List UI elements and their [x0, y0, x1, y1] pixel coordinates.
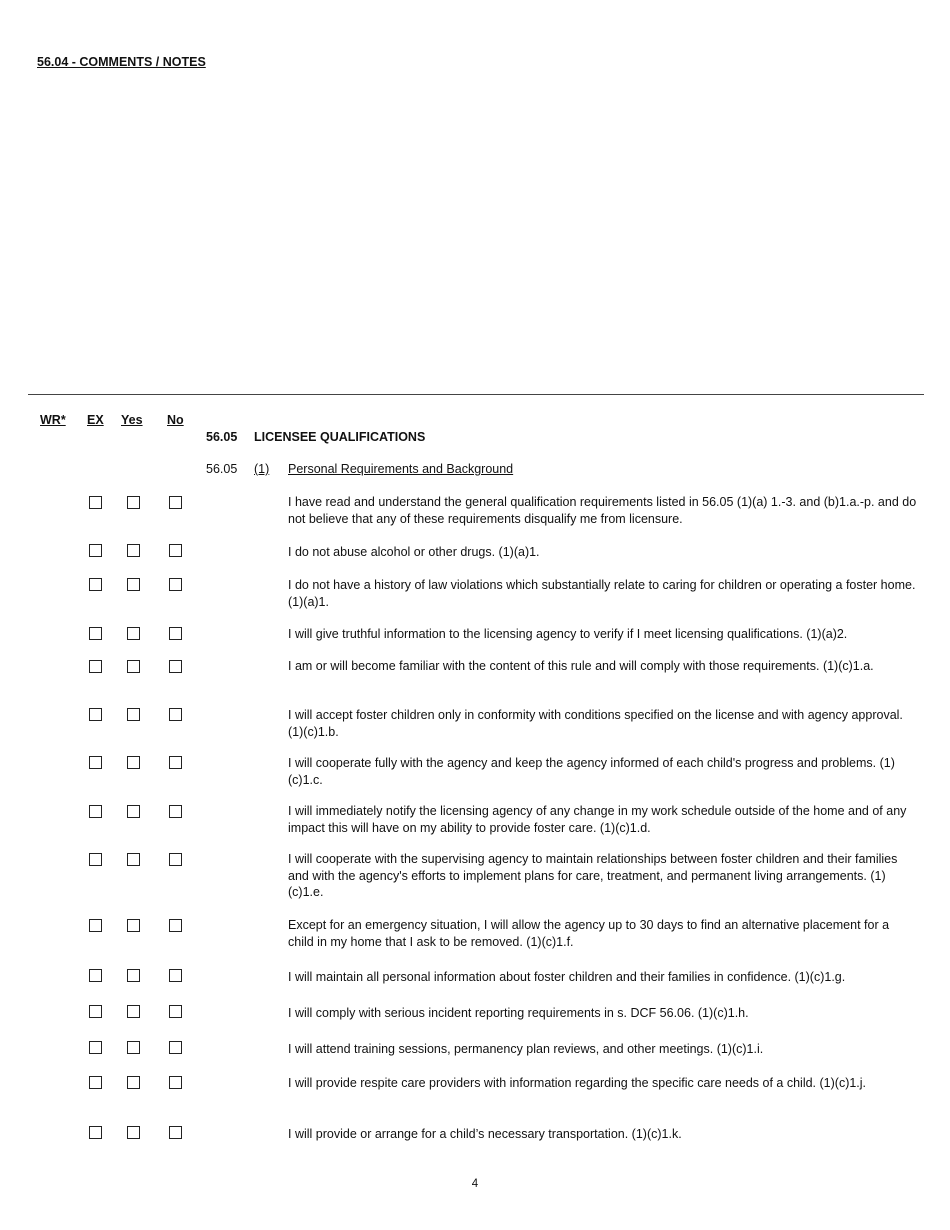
no-checkbox[interactable]: [169, 1126, 182, 1139]
ex-checkbox[interactable]: [89, 578, 102, 591]
subsection-paren: (1): [254, 462, 270, 476]
ex-checkbox[interactable]: [89, 544, 102, 557]
item-text: I will cooperate fully with the agency and keep the agency informed of each child's progress and problems. (1)(c)1.c.: [288, 756, 895, 787]
yes-checkbox[interactable]: [127, 496, 140, 509]
ex-checkbox[interactable]: [89, 1041, 102, 1054]
yes-checkbox[interactable]: [127, 1005, 140, 1018]
divider-line: [28, 394, 924, 395]
ex-checkbox[interactable]: [89, 708, 102, 721]
yes-checkbox[interactable]: [127, 805, 140, 818]
ex-checkbox[interactable]: [89, 805, 102, 818]
ex-checkbox[interactable]: [89, 853, 102, 866]
no-checkbox[interactable]: [169, 496, 182, 509]
yes-checkbox[interactable]: [127, 919, 140, 932]
page-number: 4: [471, 1178, 479, 1190]
item-text: I will maintain all personal information about foster children and their families in confidence. (1)(c)1.g.: [288, 970, 846, 984]
ex-checkbox[interactable]: [89, 919, 102, 932]
section-title: LICENSEE QUALIFICATIONS: [254, 430, 426, 444]
item-text: I will accept foster children only in conformity with conditions specified on the license and with agency approval. (1)(c)1.b.: [288, 708, 903, 739]
no-checkbox[interactable]: [169, 708, 182, 721]
item-text: I do not abuse alcohol or other drugs. (1)(a)1.: [288, 545, 540, 559]
no-checkbox[interactable]: [169, 805, 182, 818]
yes-checkbox[interactable]: [127, 853, 140, 866]
item-text: I will comply with serious incident reporting requirements in s. DCF 56.06. (1)(c)1.h.: [288, 1006, 749, 1020]
no-checkbox[interactable]: [169, 627, 182, 640]
item-text: Except for an emergency situation, I will allow the agency up to 30 days to find an alternative placement for a child in my home that I ask to be removed. (1)(c)1.f.: [288, 918, 890, 949]
ex-checkbox[interactable]: [89, 1005, 102, 1018]
yes-checkbox[interactable]: [127, 578, 140, 591]
yes-checkbox[interactable]: [127, 627, 140, 640]
comments-notes-heading: 56.04 - COMMENTS / NOTES: [37, 55, 206, 69]
no-checkbox[interactable]: [169, 969, 182, 982]
item-text: I will provide or arrange for a child’s necessary transportation. (1)(c)1.k.: [288, 1127, 682, 1141]
yes-checkbox[interactable]: [127, 1126, 140, 1139]
column-header-ex: EX: [87, 413, 104, 427]
no-checkbox[interactable]: [169, 544, 182, 557]
subsection-number: 56.05: [206, 462, 238, 476]
column-header-no: No: [167, 413, 184, 427]
item-text: I will provide respite care providers with information regarding the specific care needs of a child. (1)(c)1.j.: [288, 1076, 867, 1090]
no-checkbox[interactable]: [169, 660, 182, 673]
no-checkbox[interactable]: [169, 756, 182, 769]
item-text: I do not have a history of law violations which substantially relate to caring for children or operating a foster home. (1)(a)1.: [288, 578, 916, 609]
item-text: I will immediately notify the licensing agency of any change in my work schedule outside of the home and of any impact this will have on my ability to provide foster care. (1)(c)1.d.: [288, 804, 907, 835]
no-checkbox[interactable]: [169, 1076, 182, 1089]
column-header-wr: WR*: [40, 413, 66, 427]
no-checkbox[interactable]: [169, 919, 182, 932]
item-text: I will attend training sessions, permanency plan reviews, and other meetings. (1)(c)1.i.: [288, 1042, 764, 1056]
item-text: I will give truthful information to the licensing agency to verify if I meet licensing qualifications. (1)(a)2.: [288, 627, 848, 641]
ex-checkbox[interactable]: [89, 660, 102, 673]
column-header-yes: Yes: [121, 413, 143, 427]
yes-checkbox[interactable]: [127, 660, 140, 673]
no-checkbox[interactable]: [169, 853, 182, 866]
ex-checkbox[interactable]: [89, 1126, 102, 1139]
no-checkbox[interactable]: [169, 578, 182, 591]
ex-checkbox[interactable]: [89, 627, 102, 640]
ex-checkbox[interactable]: [89, 756, 102, 769]
section-number: 56.05: [206, 430, 238, 444]
subsection-title: Personal Requirements and Background: [288, 462, 514, 476]
yes-checkbox[interactable]: [127, 756, 140, 769]
yes-checkbox[interactable]: [127, 1076, 140, 1089]
yes-checkbox[interactable]: [127, 1041, 140, 1054]
item-text: I am or will become familiar with the content of this rule and will comply with those requirements. (1)(c)1.a.: [288, 659, 874, 673]
item-text: I have read and understand the general qualification requirements listed in 56.05 (1)(a) 1.-3. and (b)1.a.-p. and do not believe that any of these requirements disqualify me from licensure.: [288, 495, 917, 526]
item-text: I will cooperate with the supervising agency to maintain relationships between foster children and their families and with the agency's efforts to implement plans for care, treatment, and permanent living arrangements. (1)(c)1.e.: [288, 852, 898, 899]
ex-checkbox[interactable]: [89, 496, 102, 509]
no-checkbox[interactable]: [169, 1005, 182, 1018]
no-checkbox[interactable]: [169, 1041, 182, 1054]
yes-checkbox[interactable]: [127, 544, 140, 557]
ex-checkbox[interactable]: [89, 969, 102, 982]
yes-checkbox[interactable]: [127, 969, 140, 982]
yes-checkbox[interactable]: [127, 708, 140, 721]
ex-checkbox[interactable]: [89, 1076, 102, 1089]
